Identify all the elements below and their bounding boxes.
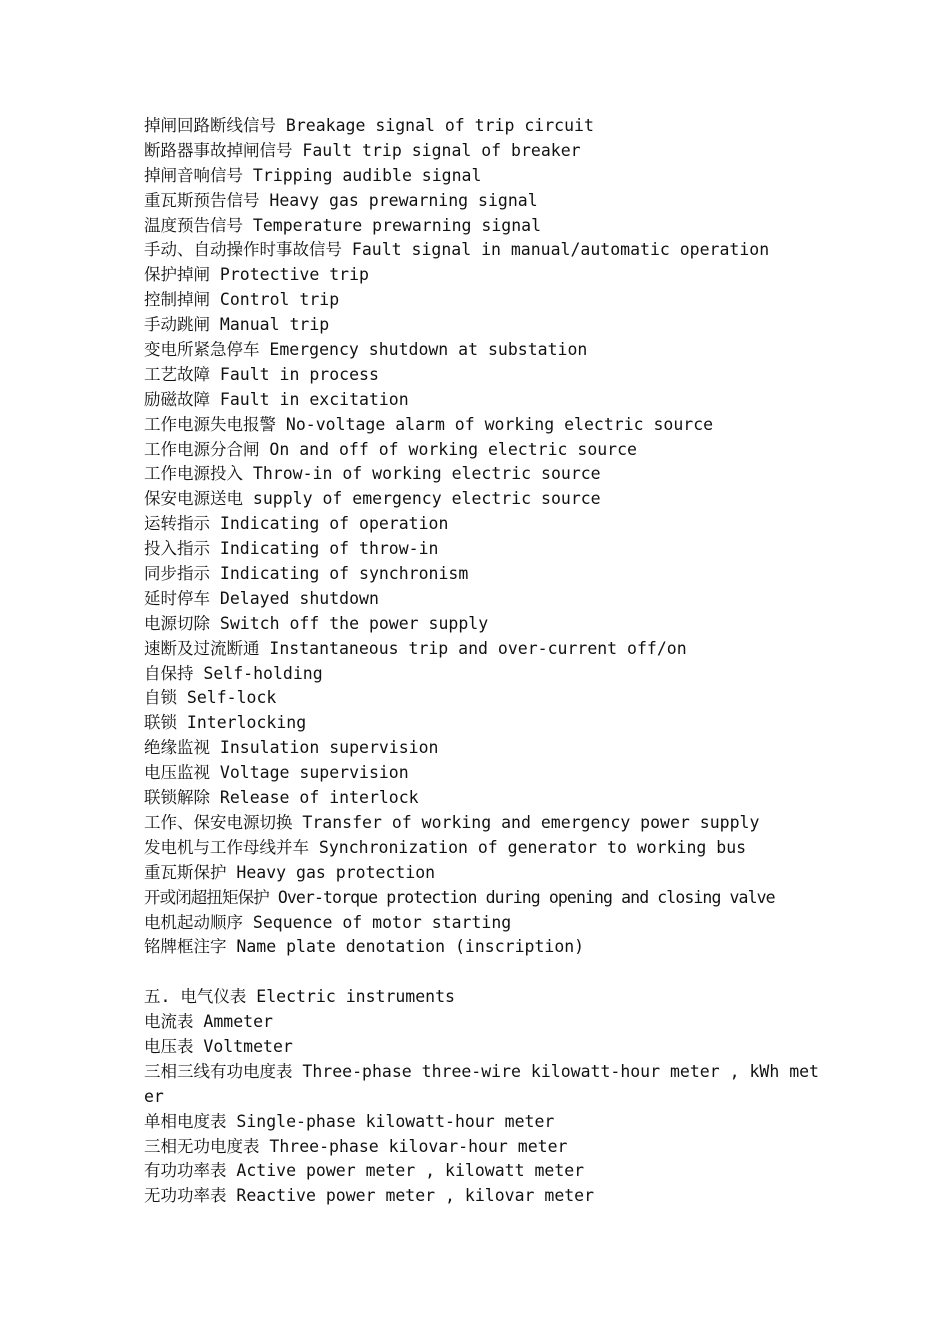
- glossary-line: 速断及过流断通 Instantaneous trip and over-current off/on: [144, 638, 687, 658]
- section-heading: 五. 电气仪表 Electric instruments: [144, 987, 455, 1007]
- glossary-line: 三相无功电度表 Three-phase kilovar-hour meter: [144, 1136, 568, 1156]
- glossary-line: 保安电源送电 supply of emergency electric source: [144, 489, 601, 509]
- glossary-line: 有功功率表 Active power meter , kilowatt meter: [144, 1161, 585, 1181]
- glossary-line: 投入指示 Indicating of throw-in: [144, 539, 439, 559]
- glossary-line: 发电机与工作母线并车 Synchronization of generator to working bus: [144, 837, 747, 857]
- glossary-line: 工作电源分合闸 On and off of working electric source: [144, 439, 637, 459]
- glossary-line: 延时停车 Delayed shutdown: [144, 588, 379, 608]
- glossary-line: 掉闸回路断线信号 Breakage signal of trip circuit: [144, 116, 594, 135]
- glossary-line: 电压表 Voltmeter: [144, 1036, 293, 1056]
- glossary-line: 掉闸音响信号 Tripping audible signal: [144, 165, 482, 185]
- glossary-line: 工作电源投入 Throw-in of working electric source: [144, 464, 601, 484]
- glossary-line: 控制掉闸 Control trip: [144, 290, 340, 310]
- glossary-line: 联锁解除 Release of interlock: [144, 788, 419, 808]
- glossary-line: 铭牌框注字 Name plate denotation (inscription): [144, 937, 585, 957]
- glossary-line: 工作、保安电源切换 Transfer of working and emergency power supply: [144, 812, 760, 832]
- glossary-line: 电源切除 Switch off the power supply: [144, 613, 489, 633]
- glossary-line: 无功功率表 Reactive power meter , kilovar meter: [144, 1186, 595, 1206]
- glossary-line: 重瓦斯保护 Heavy gas protection: [144, 862, 436, 882]
- glossary-line: 电机起动顺序 Sequence of motor starting: [144, 912, 512, 932]
- glossary-line: 断路器事故掉闸信号 Fault trip signal of breaker: [144, 140, 581, 160]
- glossary-line: 工作电源失电报警 No-voltage alarm of working electric source: [144, 414, 714, 434]
- glossary-line: 单相电度表 Single-phase kilowatt-hour meter: [144, 1111, 555, 1131]
- glossary-line: 绝缘监视 Insulation supervision: [144, 738, 439, 758]
- glossary-line: 电压监视 Voltage supervision: [144, 763, 409, 783]
- glossary-line: 手动跳闸 Manual trip: [144, 315, 330, 335]
- glossary-line: 手动、自动操作时事故信号 Fault signal in manual/automatic operation: [144, 240, 770, 260]
- glossary-line: 电流表 Ammeter: [144, 1012, 273, 1032]
- glossary-line: 重瓦斯预告信号 Heavy gas prewarning signal: [144, 190, 538, 210]
- glossary-line: 同步指示 Indicating of synchronism: [144, 564, 469, 584]
- glossary-text: [144, 114, 824, 1209]
- glossary-line: 自锁 Self-lock: [144, 688, 277, 708]
- glossary-line: 三相三线有功电度表 Three-phase three-wire kilowatt-hour meter , kWh meter: [144, 1061, 819, 1106]
- glossary-line: 自保持 Self-holding: [144, 663, 323, 683]
- glossary-line: 开或闭超扭矩保护 Over-torque protection during opening and closing valve: [144, 887, 775, 907]
- glossary-line: 联锁 Interlocking: [144, 713, 307, 733]
- glossary-line: 变电所紧急停车 Emergency shutdown at substation: [144, 340, 588, 360]
- glossary-line: 运转指示 Indicating of operation: [144, 514, 449, 534]
- glossary-line: 工艺故障 Fault in process: [144, 364, 379, 384]
- glossary-line: 励磁故障 Fault in excitation: [144, 389, 409, 409]
- glossary-line: 温度预告信号 Temperature prewarning signal: [144, 215, 542, 235]
- glossary-line: 保护掉闸 Protective trip: [144, 265, 369, 285]
- paragraph-spacer: [144, 960, 824, 985]
